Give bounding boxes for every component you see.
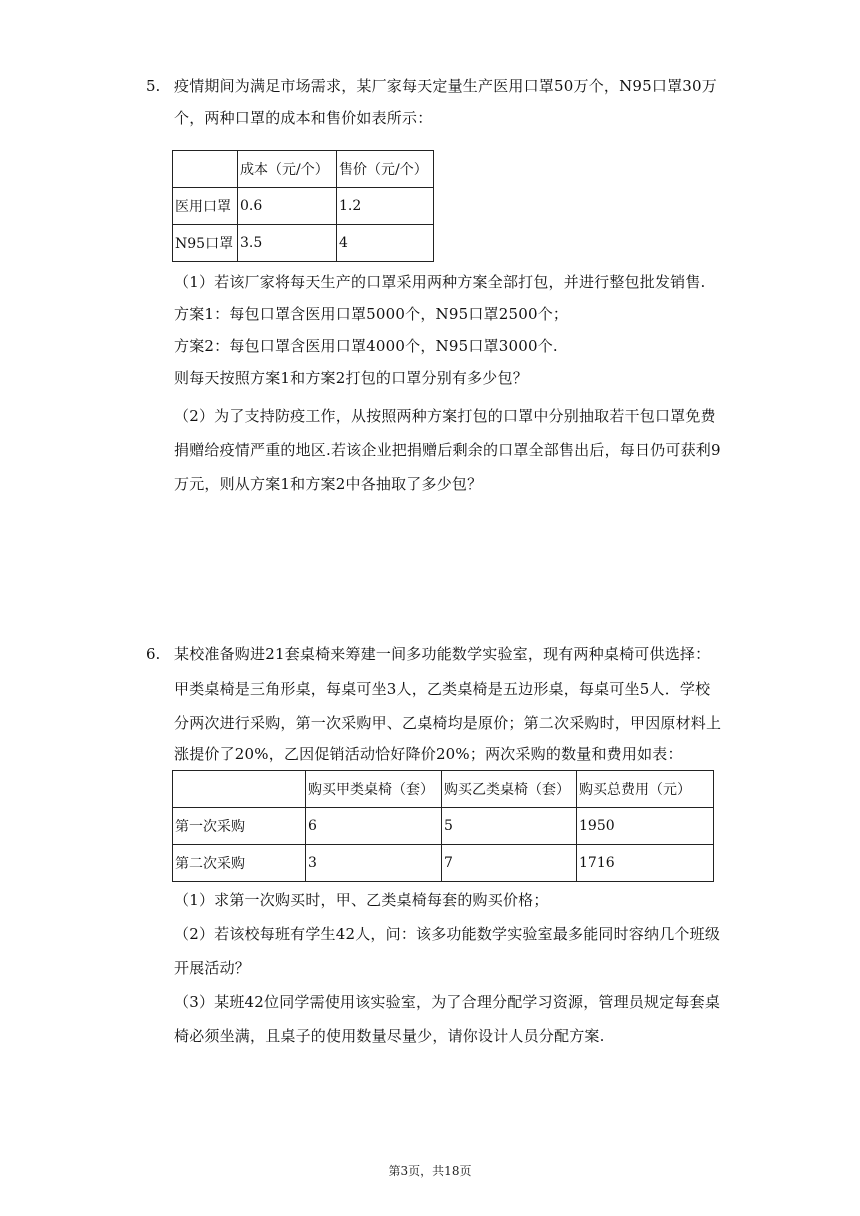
question-6-line: 某校准备购进21套桌椅来筹建一间多功能数学实验室，现有两种桌椅可供选择： [174, 645, 711, 663]
question-5-number: 5. [146, 77, 161, 95]
table-cell: 1950 [577, 808, 714, 845]
table-cell: 医用口罩 [173, 188, 238, 225]
table-cell [173, 771, 306, 808]
question-6-line: 分两次进行采购，第一次采购甲、乙桌椅均是原价；第二次采购时，甲因原材料上 [174, 714, 722, 732]
question-5-part: （2）为了支持防疫工作，从按照两种方案打包的口罩中分别抽取若干包口罩免费 [174, 407, 716, 425]
table-row [173, 845, 714, 882]
table-cell: 5 [442, 808, 577, 845]
question-5-line: 疫情期间为满足市场需求，某厂家每天定量生产医用口罩50万个，N95口罩30万 [174, 77, 717, 95]
table-cell: 售价（元/个） [337, 151, 434, 188]
question-6-part: 开展活动？ [174, 959, 251, 977]
table-cell: 7 [442, 845, 577, 882]
question-6-line: 甲类桌椅是三角形桌，每桌可坐3人，乙类桌椅是五边形桌，每桌可坐5人．学校 [174, 680, 711, 698]
table-cell: 1716 [577, 845, 714, 882]
question-5-table [172, 150, 434, 262]
table-row [173, 225, 434, 262]
question-5-part: 万元，则从方案1和方案2中各抽取了多少包？ [174, 475, 483, 493]
table-cell: 购买乙类桌椅（套） [442, 771, 577, 808]
table-cell: 第一次采购 [173, 808, 306, 845]
question-5-part: 捐赠给疫情严重的地区.若该企业把捐赠后剩余的口罩全部售出后，每日仍可获利9 [174, 441, 721, 459]
question-5-part: 方案1：每包口罩含医用口罩5000个，N95口罩2500个； [174, 305, 569, 323]
question-6-line: 涨提价了20%，乙因促销活动恰好降价20%；两次采购的数量和费用如表： [174, 745, 683, 763]
table-cell: 0.6 [238, 188, 337, 225]
page-number-footer: 第3页，共18页 [388, 1164, 472, 1178]
question-6-table [172, 770, 714, 882]
table-row [173, 188, 434, 225]
question-5-part: （1）若该厂家将每天生产的口罩采用两种方案全部打包，并进行整包批发销售. [174, 273, 706, 291]
table-cell: N95口罩 [173, 225, 238, 262]
question-6-number: 6. [146, 645, 161, 663]
question-6-part: 椅必须坐满，且桌子的使用数量尽量少，请你设计人员分配方案. [174, 1027, 605, 1045]
question-5-line: 个，两种口罩的成本和售价如表所示： [174, 109, 433, 127]
question-6-part: （3）某班42位同学需使用该实验室，为了合理分配学习资源，管理员规定每套桌 [174, 993, 721, 1011]
table-cell: 3 [306, 845, 442, 882]
question-5-part: 方案2：每包口罩含医用口罩4000个，N95口罩3000个. [174, 337, 558, 355]
table-cell: 1.2 [337, 188, 434, 225]
table-cell: 6 [306, 808, 442, 845]
table-cell: 4 [337, 225, 434, 262]
table-cell: 3.5 [238, 225, 337, 262]
table-header-row [173, 151, 434, 188]
table-cell: 购买甲类桌椅（套） [306, 771, 442, 808]
question-5-part: 则每天按照方案1和方案2打包的口罩分别有多少包？ [174, 369, 528, 387]
table-cell [173, 151, 238, 188]
table-row [173, 808, 714, 845]
table-cell: 第二次采购 [173, 845, 306, 882]
table-header-row [173, 771, 714, 808]
table-cell: 购买总费用（元） [577, 771, 714, 808]
question-6-part: （1）求第一次购买时，甲、乙类桌椅每套的购买价格； [174, 891, 549, 909]
question-6-part: （2）若该校每班有学生42人，问：该多功能数学实验室最多能同时容纳几个班级 [174, 925, 721, 943]
table-cell: 成本（元/个） [238, 151, 337, 188]
